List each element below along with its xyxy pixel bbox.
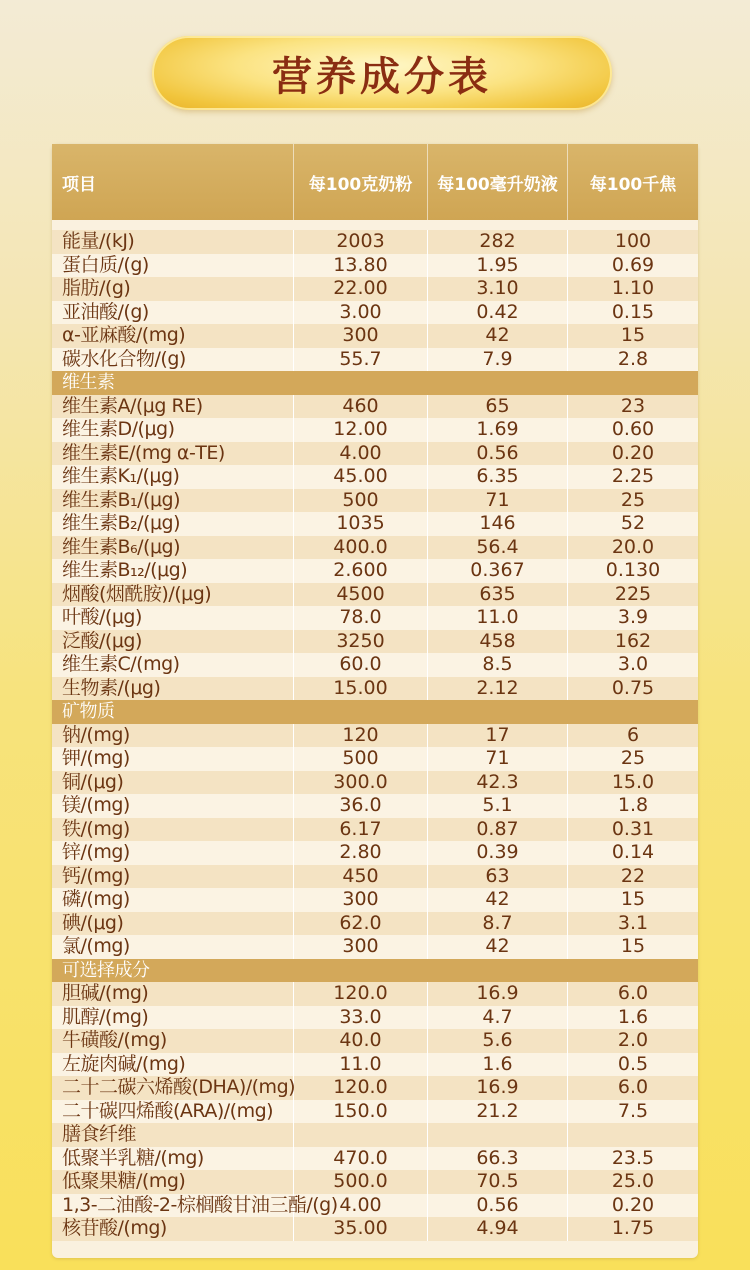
value-per-100kj: 1.10 bbox=[611, 277, 655, 299]
value-per-100g: 120 bbox=[294, 724, 428, 748]
value-per-100g: 13.80 bbox=[294, 254, 428, 278]
value-per-100kj: 0.60 bbox=[611, 418, 655, 440]
row-label: 维生素B₆/(μg) bbox=[52, 536, 294, 560]
value-per-100kj: 7.5 bbox=[617, 1099, 649, 1122]
row-label: 钠/(mg) bbox=[52, 724, 294, 748]
row-label: 叶酸/(μg) bbox=[52, 606, 294, 630]
value-per-100kj: 0.69 bbox=[611, 253, 655, 276]
row-label: 二十碳四烯酸(ARA)/(mg) bbox=[52, 1100, 294, 1124]
value-per-100kj: 0.20 bbox=[611, 441, 655, 464]
nutrition-table bbox=[52, 144, 698, 1258]
table-row bbox=[52, 747, 698, 771]
value-per-100g: 300 bbox=[294, 935, 428, 959]
row-label: 肌醇/(mg) bbox=[52, 1006, 294, 1030]
value-per-100g: 500 bbox=[294, 489, 428, 513]
row-label: 1,3-二油酸-2-棕榈酸甘油三酯/(g) bbox=[52, 1194, 294, 1218]
section-header bbox=[52, 959, 698, 983]
table-row bbox=[52, 1194, 698, 1218]
header-per-100kj: 每100千焦 bbox=[589, 174, 677, 195]
value-per-100g: 3.00 bbox=[294, 301, 428, 325]
value-per-100kj: 100 bbox=[614, 230, 652, 252]
value-per-100g: 400.0 bbox=[294, 536, 428, 560]
table-row bbox=[52, 536, 698, 560]
table-row bbox=[52, 818, 698, 842]
table-row bbox=[52, 583, 698, 607]
value-per-100kj: 0.31 bbox=[611, 817, 655, 840]
table-row bbox=[52, 324, 698, 348]
row-label: 二十二碳六烯酸(DHA)/(mg) bbox=[52, 1076, 294, 1100]
row-label: 烟酸(烟酰胺)/(μg) bbox=[52, 583, 294, 607]
value-per-100g: 2003 bbox=[294, 230, 428, 254]
table-row bbox=[52, 606, 698, 630]
value-per-100kj bbox=[568, 1123, 698, 1147]
value-per-100g: 120.0 bbox=[294, 982, 428, 1006]
value-per-100g: 12.00 bbox=[294, 418, 428, 442]
table-row bbox=[52, 1076, 698, 1100]
table-row bbox=[52, 1100, 698, 1124]
header-item: 项目 bbox=[52, 144, 294, 220]
row-label: 蛋白质/(g) bbox=[52, 254, 294, 278]
value-per-100g: 500.0 bbox=[294, 1170, 428, 1194]
value-per-100ml: 11.0 bbox=[428, 606, 568, 630]
row-label: 维生素K₁/(μg) bbox=[52, 465, 294, 489]
table-header bbox=[52, 144, 698, 220]
value-per-100kj: 6.0 bbox=[617, 982, 649, 1004]
row-label: 维生素C/(mg) bbox=[52, 653, 294, 677]
value-per-100ml: 0.56 bbox=[428, 442, 568, 466]
section-label: 维生素 bbox=[62, 372, 115, 393]
table-row bbox=[52, 724, 698, 748]
value-per-100ml bbox=[428, 1123, 568, 1147]
row-label: 维生素D/(μg) bbox=[52, 418, 294, 442]
value-per-100ml: 635 bbox=[428, 583, 568, 607]
value-per-100ml: 146 bbox=[428, 512, 568, 536]
row-label: 锌/(mg) bbox=[52, 841, 294, 865]
value-per-100ml: 1.95 bbox=[428, 254, 568, 278]
value-per-100ml: 42.3 bbox=[428, 771, 568, 795]
table-row bbox=[52, 230, 698, 254]
row-label: 钾/(mg) bbox=[52, 747, 294, 771]
value-per-100ml: 0.56 bbox=[428, 1194, 568, 1218]
row-label: 左旋肉碱/(mg) bbox=[52, 1053, 294, 1077]
value-per-100kj: 3.1 bbox=[617, 911, 649, 934]
row-label: 维生素E/(mg α-TE) bbox=[52, 442, 294, 466]
table-row bbox=[52, 677, 698, 701]
row-label: 生物素/(μg) bbox=[52, 677, 294, 701]
row-label: 核苷酸/(mg) bbox=[52, 1217, 294, 1241]
value-per-100g: 6.17 bbox=[294, 818, 428, 842]
value-per-100kj: 0.130 bbox=[605, 559, 661, 581]
value-per-100ml: 1.6 bbox=[428, 1053, 568, 1077]
row-label: 胆碱/(mg) bbox=[52, 982, 294, 1006]
row-label: 低聚果糖/(mg) bbox=[52, 1170, 294, 1194]
value-per-100ml: 458 bbox=[428, 630, 568, 654]
table-row bbox=[52, 489, 698, 513]
section-label: 可选择成分 bbox=[62, 959, 150, 981]
value-per-100kj: 52 bbox=[620, 512, 646, 534]
table-row bbox=[52, 348, 698, 372]
value-per-100kj: 0.14 bbox=[611, 841, 655, 863]
table-row bbox=[52, 771, 698, 795]
title-banner bbox=[152, 36, 612, 110]
value-per-100kj: 1.8 bbox=[617, 794, 649, 816]
table-row bbox=[52, 1053, 698, 1077]
table-row bbox=[52, 559, 698, 583]
value-per-100kj: 0.75 bbox=[611, 676, 655, 699]
value-per-100kj: 23.5 bbox=[611, 1146, 655, 1169]
value-per-100ml: 0.42 bbox=[428, 301, 568, 325]
value-per-100g: 78.0 bbox=[294, 606, 428, 630]
value-per-100g: 3250 bbox=[294, 630, 428, 654]
row-label: 维生素B₁₂/(μg) bbox=[52, 559, 294, 583]
table-row bbox=[52, 912, 698, 936]
value-per-100g: 4500 bbox=[294, 583, 428, 607]
value-per-100ml: 71 bbox=[428, 489, 568, 513]
table-row bbox=[52, 1217, 698, 1241]
table-row bbox=[52, 301, 698, 325]
table-row bbox=[52, 865, 698, 889]
value-per-100g: 15.00 bbox=[294, 677, 428, 701]
value-per-100ml: 16.9 bbox=[428, 982, 568, 1006]
value-per-100ml: 7.9 bbox=[428, 348, 568, 372]
value-per-100ml: 8.5 bbox=[428, 653, 568, 677]
row-label: 低聚半乳糖/(mg) bbox=[52, 1147, 294, 1171]
value-per-100kj: 15 bbox=[620, 888, 646, 910]
value-per-100g: 40.0 bbox=[294, 1029, 428, 1053]
value-per-100ml: 71 bbox=[428, 747, 568, 771]
value-per-100g: 470.0 bbox=[294, 1147, 428, 1171]
value-per-100g: 150.0 bbox=[294, 1100, 428, 1124]
row-label: 镁/(mg) bbox=[52, 794, 294, 818]
value-per-100g: 120.0 bbox=[294, 1076, 428, 1100]
row-label: 铜/(μg) bbox=[52, 771, 294, 795]
value-per-100g: 2.600 bbox=[294, 559, 428, 583]
section-header bbox=[52, 371, 698, 395]
table-row bbox=[52, 395, 698, 419]
value-per-100ml: 42 bbox=[428, 888, 568, 912]
value-per-100kj: 15 bbox=[620, 324, 646, 346]
value-per-100g: 55.7 bbox=[294, 348, 428, 372]
value-per-100g: 460 bbox=[294, 395, 428, 419]
header-per-100ml: 每100毫升奶液 bbox=[428, 144, 568, 220]
subheading-row bbox=[52, 1123, 698, 1147]
row-label: 铁/(mg) bbox=[52, 818, 294, 842]
value-per-100kj: 0.15 bbox=[611, 300, 655, 323]
table-row bbox=[52, 254, 698, 278]
value-per-100kj: 15.0 bbox=[611, 770, 655, 793]
value-per-100ml: 56.4 bbox=[428, 536, 568, 560]
value-per-100kj: 6.0 bbox=[617, 1076, 649, 1098]
value-per-100g: 60.0 bbox=[294, 653, 428, 677]
value-per-100kj: 6 bbox=[626, 723, 640, 746]
value-per-100g: 45.00 bbox=[294, 465, 428, 489]
value-per-100kj: 25 bbox=[620, 488, 646, 511]
value-per-100ml: 4.94 bbox=[428, 1217, 568, 1241]
value-per-100ml: 16.9 bbox=[428, 1076, 568, 1100]
value-per-100g: 300 bbox=[294, 324, 428, 348]
row-label: 氯/(mg) bbox=[52, 935, 294, 959]
value-per-100kj: 25 bbox=[620, 747, 646, 769]
row-label: 钙/(mg) bbox=[52, 865, 294, 889]
value-per-100kj: 23 bbox=[620, 394, 646, 417]
table-row bbox=[52, 630, 698, 654]
table-body bbox=[52, 230, 698, 1241]
value-per-100kj: 225 bbox=[614, 582, 652, 605]
table-row bbox=[52, 512, 698, 536]
value-per-100kj: 15 bbox=[620, 935, 646, 957]
value-per-100g: 11.0 bbox=[294, 1053, 428, 1077]
table-row bbox=[52, 1170, 698, 1194]
row-label: 脂肪/(g) bbox=[52, 277, 294, 301]
row-label: 维生素A/(μg RE) bbox=[52, 395, 294, 419]
table-row bbox=[52, 1006, 698, 1030]
value-per-100kj: 2.8 bbox=[617, 347, 649, 370]
value-per-100kj: 2.0 bbox=[617, 1029, 649, 1051]
row-label: 磷/(mg) bbox=[52, 888, 294, 912]
value-per-100kj: 162 bbox=[614, 629, 652, 652]
value-per-100kj: 0.5 bbox=[617, 1052, 649, 1075]
table-row bbox=[52, 418, 698, 442]
value-per-100g: 33.0 bbox=[294, 1006, 428, 1030]
value-per-100kj: 3.0 bbox=[617, 653, 649, 675]
value-per-100ml: 282 bbox=[428, 230, 568, 254]
value-per-100kj: 1.6 bbox=[617, 1005, 649, 1028]
table-row bbox=[52, 1029, 698, 1053]
value-per-100g: 2.80 bbox=[294, 841, 428, 865]
row-label: 亚油酸/(g) bbox=[52, 301, 294, 325]
value-per-100ml: 21.2 bbox=[428, 1100, 568, 1124]
header-per-100g: 每100克奶粉 bbox=[294, 144, 428, 220]
value-per-100ml: 2.12 bbox=[428, 677, 568, 701]
row-label: 碳水化合物/(g) bbox=[52, 348, 294, 372]
value-per-100ml: 63 bbox=[428, 865, 568, 889]
row-label: 碘/(μg) bbox=[52, 912, 294, 936]
row-label: 泛酸/(μg) bbox=[52, 630, 294, 654]
value-per-100ml: 66.3 bbox=[428, 1147, 568, 1171]
row-label: α-亚麻酸/(mg) bbox=[52, 324, 294, 348]
row-label: 维生素B₁/(μg) bbox=[52, 489, 294, 513]
table-row bbox=[52, 982, 698, 1006]
value-per-100ml: 5.6 bbox=[428, 1029, 568, 1053]
table-row bbox=[52, 277, 698, 301]
value-per-100ml: 0.87 bbox=[428, 818, 568, 842]
value-per-100ml: 0.39 bbox=[428, 841, 568, 865]
value-per-100kj: 22 bbox=[620, 864, 646, 887]
value-per-100g: 300 bbox=[294, 888, 428, 912]
section-label: 矿物质 bbox=[62, 701, 115, 722]
value-per-100ml: 1.69 bbox=[428, 418, 568, 442]
value-per-100ml: 65 bbox=[428, 395, 568, 419]
table-row bbox=[52, 841, 698, 865]
value-per-100g: 22.00 bbox=[294, 277, 428, 301]
value-per-100ml: 3.10 bbox=[428, 277, 568, 301]
table-row bbox=[52, 442, 698, 466]
value-per-100ml: 17 bbox=[428, 724, 568, 748]
row-label: 能量/(kJ) bbox=[52, 230, 294, 254]
value-per-100kj: 1.75 bbox=[611, 1217, 655, 1239]
row-label: 牛磺酸/(mg) bbox=[52, 1029, 294, 1053]
value-per-100g: 4.00 bbox=[294, 442, 428, 466]
value-per-100g: 36.0 bbox=[294, 794, 428, 818]
value-per-100g: 450 bbox=[294, 865, 428, 889]
table-row bbox=[52, 1147, 698, 1171]
value-per-100ml: 5.1 bbox=[428, 794, 568, 818]
value-per-100kj: 25.0 bbox=[611, 1170, 655, 1192]
value-per-100ml: 4.7 bbox=[428, 1006, 568, 1030]
table-row bbox=[52, 794, 698, 818]
value-per-100ml: 42 bbox=[428, 324, 568, 348]
value-per-100g: 300.0 bbox=[294, 771, 428, 795]
value-per-100ml: 70.5 bbox=[428, 1170, 568, 1194]
value-per-100g bbox=[294, 1123, 428, 1147]
value-per-100g: 500 bbox=[294, 747, 428, 771]
value-per-100kj: 20.0 bbox=[611, 535, 655, 558]
value-per-100g: 4.00 bbox=[294, 1194, 428, 1218]
table-row bbox=[52, 465, 698, 489]
table-row bbox=[52, 935, 698, 959]
row-label: 膳食纤维 bbox=[52, 1123, 294, 1147]
value-per-100g: 62.0 bbox=[294, 912, 428, 936]
value-per-100g: 35.00 bbox=[294, 1217, 428, 1241]
row-label: 维生素B₂/(μg) bbox=[52, 512, 294, 536]
table-row bbox=[52, 653, 698, 677]
value-per-100ml: 6.35 bbox=[428, 465, 568, 489]
value-per-100g: 1035 bbox=[294, 512, 428, 536]
section-header bbox=[52, 700, 698, 724]
value-per-100ml: 42 bbox=[428, 935, 568, 959]
value-per-100ml: 0.367 bbox=[428, 559, 568, 583]
page-title: 营养成分表 bbox=[272, 53, 492, 100]
value-per-100kj: 2.25 bbox=[611, 465, 655, 487]
value-per-100kj: 0.20 bbox=[611, 1193, 655, 1216]
table-row bbox=[52, 888, 698, 912]
value-per-100kj: 3.9 bbox=[617, 606, 649, 628]
value-per-100ml: 8.7 bbox=[428, 912, 568, 936]
